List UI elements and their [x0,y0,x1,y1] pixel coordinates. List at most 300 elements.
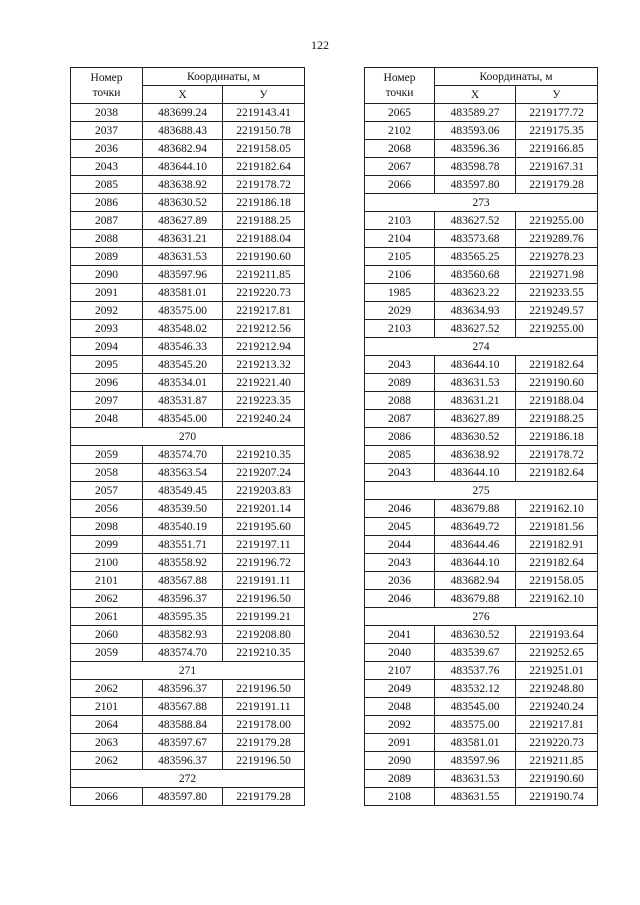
y-coordinate-cell: 2219190.60 [516,770,598,788]
coordinates-header: Координаты, м [435,68,598,86]
table-row [365,302,598,320]
point-number-cell: 2087 [365,410,435,428]
x-coordinate-cell: 483546.33 [143,338,223,356]
point-number-cell: 2086 [71,194,143,212]
y-coordinate-cell: 2219188.04 [516,392,598,410]
y-coordinate-cell: 2219210.35 [223,644,305,662]
point-number-cell: 2067 [365,158,435,176]
table-row [365,536,598,554]
y-coordinate-cell: 2219278.23 [516,248,598,266]
point-number-cell: 2036 [71,140,143,158]
point-number-cell: 2095 [71,356,143,374]
table-row [71,392,305,410]
y-coordinate-cell: 2219212.94 [223,338,305,356]
point-number-cell: 2102 [365,122,435,140]
point-number-cell: 2036 [365,572,435,590]
y-coordinate-cell: 2219201.14 [223,500,305,518]
point-number-cell: 2048 [71,410,143,428]
y-coordinate-cell: 2219179.28 [516,176,598,194]
table-row [365,266,598,284]
point-number-cell: 2087 [71,212,143,230]
y-coordinate-cell: 2219143.41 [223,104,305,122]
y-coordinate-cell: 2219223.35 [223,392,305,410]
x-coordinate-cell: 483631.21 [143,230,223,248]
section-row [365,194,598,212]
table-row [365,734,598,752]
table-row [71,320,305,338]
table-row [365,590,598,608]
x-coordinate-cell: 483539.67 [435,644,516,662]
point-number-cell: 2106 [365,266,435,284]
section-number: 270 [71,428,305,446]
point-number-cell: 2103 [365,212,435,230]
point-number-cell: 2088 [71,230,143,248]
table-row [365,554,598,572]
table-row [365,770,598,788]
y-header: У [223,86,305,104]
point-number-cell: 2101 [71,572,143,590]
y-coordinate-cell: 2219248.80 [516,680,598,698]
y-coordinate-cell: 2219182.64 [516,464,598,482]
y-coordinate-cell: 2219162.10 [516,500,598,518]
x-coordinate-cell: 483631.55 [435,788,516,806]
x-coordinate-cell: 483540.19 [143,518,223,536]
x-coordinate-cell: 483548.02 [143,320,223,338]
table-row [71,410,305,428]
x-coordinate-cell: 483679.88 [435,500,516,518]
y-coordinate-cell: 2219240.24 [516,698,598,716]
x-coordinate-cell: 483531.87 [143,392,223,410]
point-number-cell: 2088 [365,392,435,410]
point-number-cell: 2041 [365,626,435,644]
point-number-cell: 2037 [71,122,143,140]
section-number: 272 [71,770,305,788]
y-coordinate-cell: 2219196.50 [223,752,305,770]
y-coordinate-cell: 2219188.04 [223,230,305,248]
point-number-cell: 2059 [71,644,143,662]
table-row [71,698,305,716]
y-coordinate-cell: 2219182.91 [516,536,598,554]
x-coordinate-cell: 483596.37 [143,590,223,608]
point-number-cell: 2038 [71,104,143,122]
y-coordinate-cell: 2219167.31 [516,158,598,176]
y-coordinate-cell: 2219186.18 [516,428,598,446]
point-number-cell: 2061 [71,608,143,626]
point-number-cell: 2092 [365,716,435,734]
y-coordinate-cell: 2219182.64 [516,356,598,374]
point-number-cell: 2094 [71,338,143,356]
point-number-cell: 2086 [365,428,435,446]
table-row [71,158,305,176]
y-header: У [516,86,598,104]
point-number-cell: 1985 [365,284,435,302]
y-coordinate-cell: 2219178.00 [223,716,305,734]
x-coordinate-cell: 483630.52 [143,194,223,212]
x-coordinate-cell: 483575.00 [435,716,516,734]
point-number-cell: 2040 [365,644,435,662]
x-coordinate-cell: 483597.80 [143,788,223,806]
point-number-cell: 2098 [71,518,143,536]
section-number: 274 [365,338,598,356]
table-row [365,158,598,176]
table-row [365,518,598,536]
x-coordinate-cell: 483627.89 [435,410,516,428]
y-coordinate-cell: 2219211.85 [223,266,305,284]
point-number-cell: 2064 [71,716,143,734]
x-coordinate-cell: 483630.52 [435,626,516,644]
x-coordinate-cell: 483595.35 [143,608,223,626]
page-number: 122 [311,38,329,52]
y-coordinate-cell: 2219193.64 [516,626,598,644]
table-row [365,374,598,392]
table-row [365,230,598,248]
y-coordinate-cell: 2219213.32 [223,356,305,374]
table-row [71,536,305,554]
table-row [365,698,598,716]
x-coordinate-cell: 483563.54 [143,464,223,482]
y-coordinate-cell: 2219221.40 [223,374,305,392]
table-row [365,572,598,590]
y-coordinate-cell: 2219177.72 [516,104,598,122]
y-coordinate-cell: 2219220.73 [516,734,598,752]
y-coordinate-cell: 2219249.57 [516,302,598,320]
x-coordinate-cell: 483565.25 [435,248,516,266]
point-number-cell: 2043 [365,554,435,572]
y-coordinate-cell: 2219195.60 [223,518,305,536]
x-coordinate-cell: 483593.06 [435,122,516,140]
x-coordinate-cell: 483560.68 [435,266,516,284]
y-coordinate-cell: 2219178.72 [223,176,305,194]
point-number-cell: 2049 [365,680,435,698]
point-number-cell: 2097 [71,392,143,410]
section-number: 276 [365,608,598,626]
table-row [71,734,305,752]
x-coordinate-cell: 483596.36 [435,140,516,158]
y-coordinate-cell: 2219158.05 [516,572,598,590]
x-coordinate-cell: 483575.00 [143,302,223,320]
point-number-cell: 2089 [71,248,143,266]
y-coordinate-cell: 2219196.50 [223,590,305,608]
table-row [71,284,305,302]
y-coordinate-cell: 2219181.56 [516,518,598,536]
table-body-right [365,104,598,806]
table-row [71,554,305,572]
section-number: 275 [365,482,598,500]
y-coordinate-cell: 2219233.55 [516,284,598,302]
point-number-cell: 2044 [365,536,435,554]
point-number-header: Номер точки [365,68,435,104]
x-coordinate-cell: 483644.10 [435,464,516,482]
point-number-cell: 2103 [365,320,435,338]
table-row [71,464,305,482]
x-coordinate-cell: 483631.53 [435,770,516,788]
table-row [365,104,598,122]
table-row [71,176,305,194]
y-coordinate-cell: 2219251.01 [516,662,598,680]
point-number-cell: 2066 [365,176,435,194]
table-body-left [71,104,305,806]
table-row [71,680,305,698]
point-number-cell: 2091 [365,734,435,752]
x-coordinate-cell: 483574.70 [143,644,223,662]
table-row [365,176,598,194]
point-number-cell: 2046 [365,590,435,608]
x-coordinate-cell: 483567.88 [143,572,223,590]
x-coordinate-cell: 483574.70 [143,446,223,464]
point-number-cell: 2089 [365,374,435,392]
x-coordinate-cell: 483597.96 [435,752,516,770]
x-coordinate-cell: 483582.93 [143,626,223,644]
y-coordinate-cell: 2219190.60 [516,374,598,392]
point-number-cell: 2090 [365,752,435,770]
point-number-cell: 2090 [71,266,143,284]
x-coordinate-cell: 483638.92 [435,446,516,464]
y-coordinate-cell: 2219182.64 [223,158,305,176]
table-row [71,266,305,284]
x-coordinate-cell: 483549.45 [143,482,223,500]
y-coordinate-cell: 2219207.24 [223,464,305,482]
y-coordinate-cell: 2219175.35 [516,122,598,140]
table-row [365,662,598,680]
table-row [71,212,305,230]
x-coordinate-cell: 483631.53 [143,248,223,266]
y-coordinate-cell: 2219197.11 [223,536,305,554]
point-number-cell: 2060 [71,626,143,644]
y-coordinate-cell: 2219255.00 [516,212,598,230]
y-coordinate-cell: 2219217.81 [223,302,305,320]
y-coordinate-cell: 2219179.28 [223,788,305,806]
y-coordinate-cell: 2219208.80 [223,626,305,644]
point-number-cell: 2057 [71,482,143,500]
table-row [71,194,305,212]
x-coordinate-cell: 483545.20 [143,356,223,374]
point-number-cell: 2104 [365,230,435,248]
x-coordinate-cell: 483644.10 [435,554,516,572]
point-number-cell: 2043 [365,356,435,374]
x-coordinate-cell: 483589.27 [435,104,516,122]
table-row [71,716,305,734]
table-row [71,788,305,806]
table-row [71,140,305,158]
point-number-cell: 2093 [71,320,143,338]
y-coordinate-cell: 2219255.00 [516,320,598,338]
point-number-cell: 2045 [365,518,435,536]
table-row [71,374,305,392]
point-number-cell: 2029 [365,302,435,320]
section-row [71,770,305,788]
point-number-header: Номер точки [71,68,143,104]
point-number-cell: 2063 [71,734,143,752]
y-coordinate-cell: 2219190.74 [516,788,598,806]
table-row [365,446,598,464]
point-number-cell: 2048 [365,698,435,716]
x-coordinate-cell: 483539.50 [143,500,223,518]
y-coordinate-cell: 2219203.83 [223,482,305,500]
x-coordinate-cell: 483649.72 [435,518,516,536]
section-row [71,662,305,680]
point-number-cell: 2096 [71,374,143,392]
x-coordinate-cell: 483534.01 [143,374,223,392]
point-number-cell: 2043 [365,464,435,482]
x-coordinate-cell: 483545.00 [435,698,516,716]
y-coordinate-cell: 2219190.60 [223,248,305,266]
x-header: X [143,86,223,104]
section-row [365,338,598,356]
table-row [71,608,305,626]
table-row [71,482,305,500]
y-coordinate-cell: 2219162.10 [516,590,598,608]
y-coordinate-cell: 2219191.11 [223,698,305,716]
y-coordinate-cell: 2219191.11 [223,572,305,590]
x-coordinate-cell: 483644.10 [435,356,516,374]
table-row [71,446,305,464]
x-coordinate-cell: 483537.76 [435,662,516,680]
x-header: X [435,86,516,104]
y-coordinate-cell: 2219271.98 [516,266,598,284]
x-coordinate-cell: 483627.89 [143,212,223,230]
x-coordinate-cell: 483623.22 [435,284,516,302]
point-number-cell: 2092 [71,302,143,320]
table-row [365,464,598,482]
table-row [365,410,598,428]
table-row [365,392,598,410]
point-number-cell: 2108 [365,788,435,806]
y-coordinate-cell: 2219150.78 [223,122,305,140]
x-coordinate-cell: 483597.67 [143,734,223,752]
x-coordinate-cell: 483631.21 [435,392,516,410]
table-row [365,212,598,230]
coordinates-table-left [70,67,305,806]
section-row [365,482,598,500]
table-row [365,140,598,158]
table-row [365,356,598,374]
table-row [365,320,598,338]
y-coordinate-cell: 2219178.72 [516,446,598,464]
x-coordinate-cell: 483532.12 [435,680,516,698]
y-coordinate-cell: 2219188.25 [223,212,305,230]
x-coordinate-cell: 483630.52 [435,428,516,446]
y-coordinate-cell: 2219186.18 [223,194,305,212]
x-coordinate-cell: 483682.94 [143,140,223,158]
section-row [71,428,305,446]
x-coordinate-cell: 483638.92 [143,176,223,194]
table-row [365,626,598,644]
table-row [71,302,305,320]
y-coordinate-cell: 2219196.72 [223,554,305,572]
table-row [71,572,305,590]
point-number-cell: 2085 [71,176,143,194]
y-coordinate-cell: 2219179.28 [223,734,305,752]
x-coordinate-cell: 483627.52 [435,320,516,338]
table-row [365,500,598,518]
point-number-cell: 2062 [71,752,143,770]
point-number-cell: 2099 [71,536,143,554]
table-row [71,518,305,536]
y-coordinate-cell: 2219220.73 [223,284,305,302]
y-coordinate-cell: 2219166.85 [516,140,598,158]
point-number-cell: 2091 [71,284,143,302]
y-coordinate-cell: 2219158.05 [223,140,305,158]
y-coordinate-cell: 2219211.85 [516,752,598,770]
table-row [365,788,598,806]
y-coordinate-cell: 2219196.50 [223,680,305,698]
x-coordinate-cell: 483596.37 [143,680,223,698]
table-row [71,338,305,356]
point-number-cell: 2043 [71,158,143,176]
x-coordinate-cell: 483631.53 [435,374,516,392]
table-row [71,356,305,374]
x-coordinate-cell: 483634.93 [435,302,516,320]
table-row [71,752,305,770]
y-coordinate-cell: 2219217.81 [516,716,598,734]
y-coordinate-cell: 2219289.76 [516,230,598,248]
y-coordinate-cell: 2219199.21 [223,608,305,626]
table-row [365,680,598,698]
table-row [71,500,305,518]
point-number-cell: 2058 [71,464,143,482]
table-row [71,644,305,662]
point-number-cell: 2089 [365,770,435,788]
x-coordinate-cell: 483581.01 [435,734,516,752]
y-coordinate-cell: 2219240.24 [223,410,305,428]
table-row [71,626,305,644]
section-number: 271 [71,662,305,680]
coordinates-header: Координаты, м [143,68,305,86]
x-coordinate-cell: 483573.68 [435,230,516,248]
x-coordinate-cell: 483699.24 [143,104,223,122]
x-coordinate-cell: 483551.71 [143,536,223,554]
table-row [365,248,598,266]
table-row [71,248,305,266]
table-row [71,230,305,248]
x-coordinate-cell: 483644.46 [435,536,516,554]
table-row [365,428,598,446]
x-coordinate-cell: 483596.37 [143,752,223,770]
y-coordinate-cell: 2219212.56 [223,320,305,338]
x-coordinate-cell: 483597.96 [143,266,223,284]
coordinates-table-right [364,67,598,806]
table-row [71,590,305,608]
table-row [365,284,598,302]
table-row [365,644,598,662]
x-coordinate-cell: 483581.01 [143,284,223,302]
x-coordinate-cell: 483682.94 [435,572,516,590]
point-number-cell: 2107 [365,662,435,680]
x-coordinate-cell: 483598.78 [435,158,516,176]
x-coordinate-cell: 483679.88 [435,590,516,608]
point-number-cell: 2100 [71,554,143,572]
section-number: 273 [365,194,598,212]
y-coordinate-cell: 2219252.65 [516,644,598,662]
x-coordinate-cell: 483545.00 [143,410,223,428]
point-number-cell: 2066 [71,788,143,806]
table-row [365,122,598,140]
point-number-cell: 2056 [71,500,143,518]
x-coordinate-cell: 483567.88 [143,698,223,716]
x-coordinate-cell: 483597.80 [435,176,516,194]
point-number-cell: 2046 [365,500,435,518]
x-coordinate-cell: 483688.43 [143,122,223,140]
y-coordinate-cell: 2219182.64 [516,554,598,572]
point-number-cell: 2062 [71,590,143,608]
table-row [365,716,598,734]
table-row [71,104,305,122]
x-coordinate-cell: 483588.84 [143,716,223,734]
point-number-cell: 2085 [365,446,435,464]
table-row [365,752,598,770]
point-number-cell: 2062 [71,680,143,698]
section-row [365,608,598,626]
